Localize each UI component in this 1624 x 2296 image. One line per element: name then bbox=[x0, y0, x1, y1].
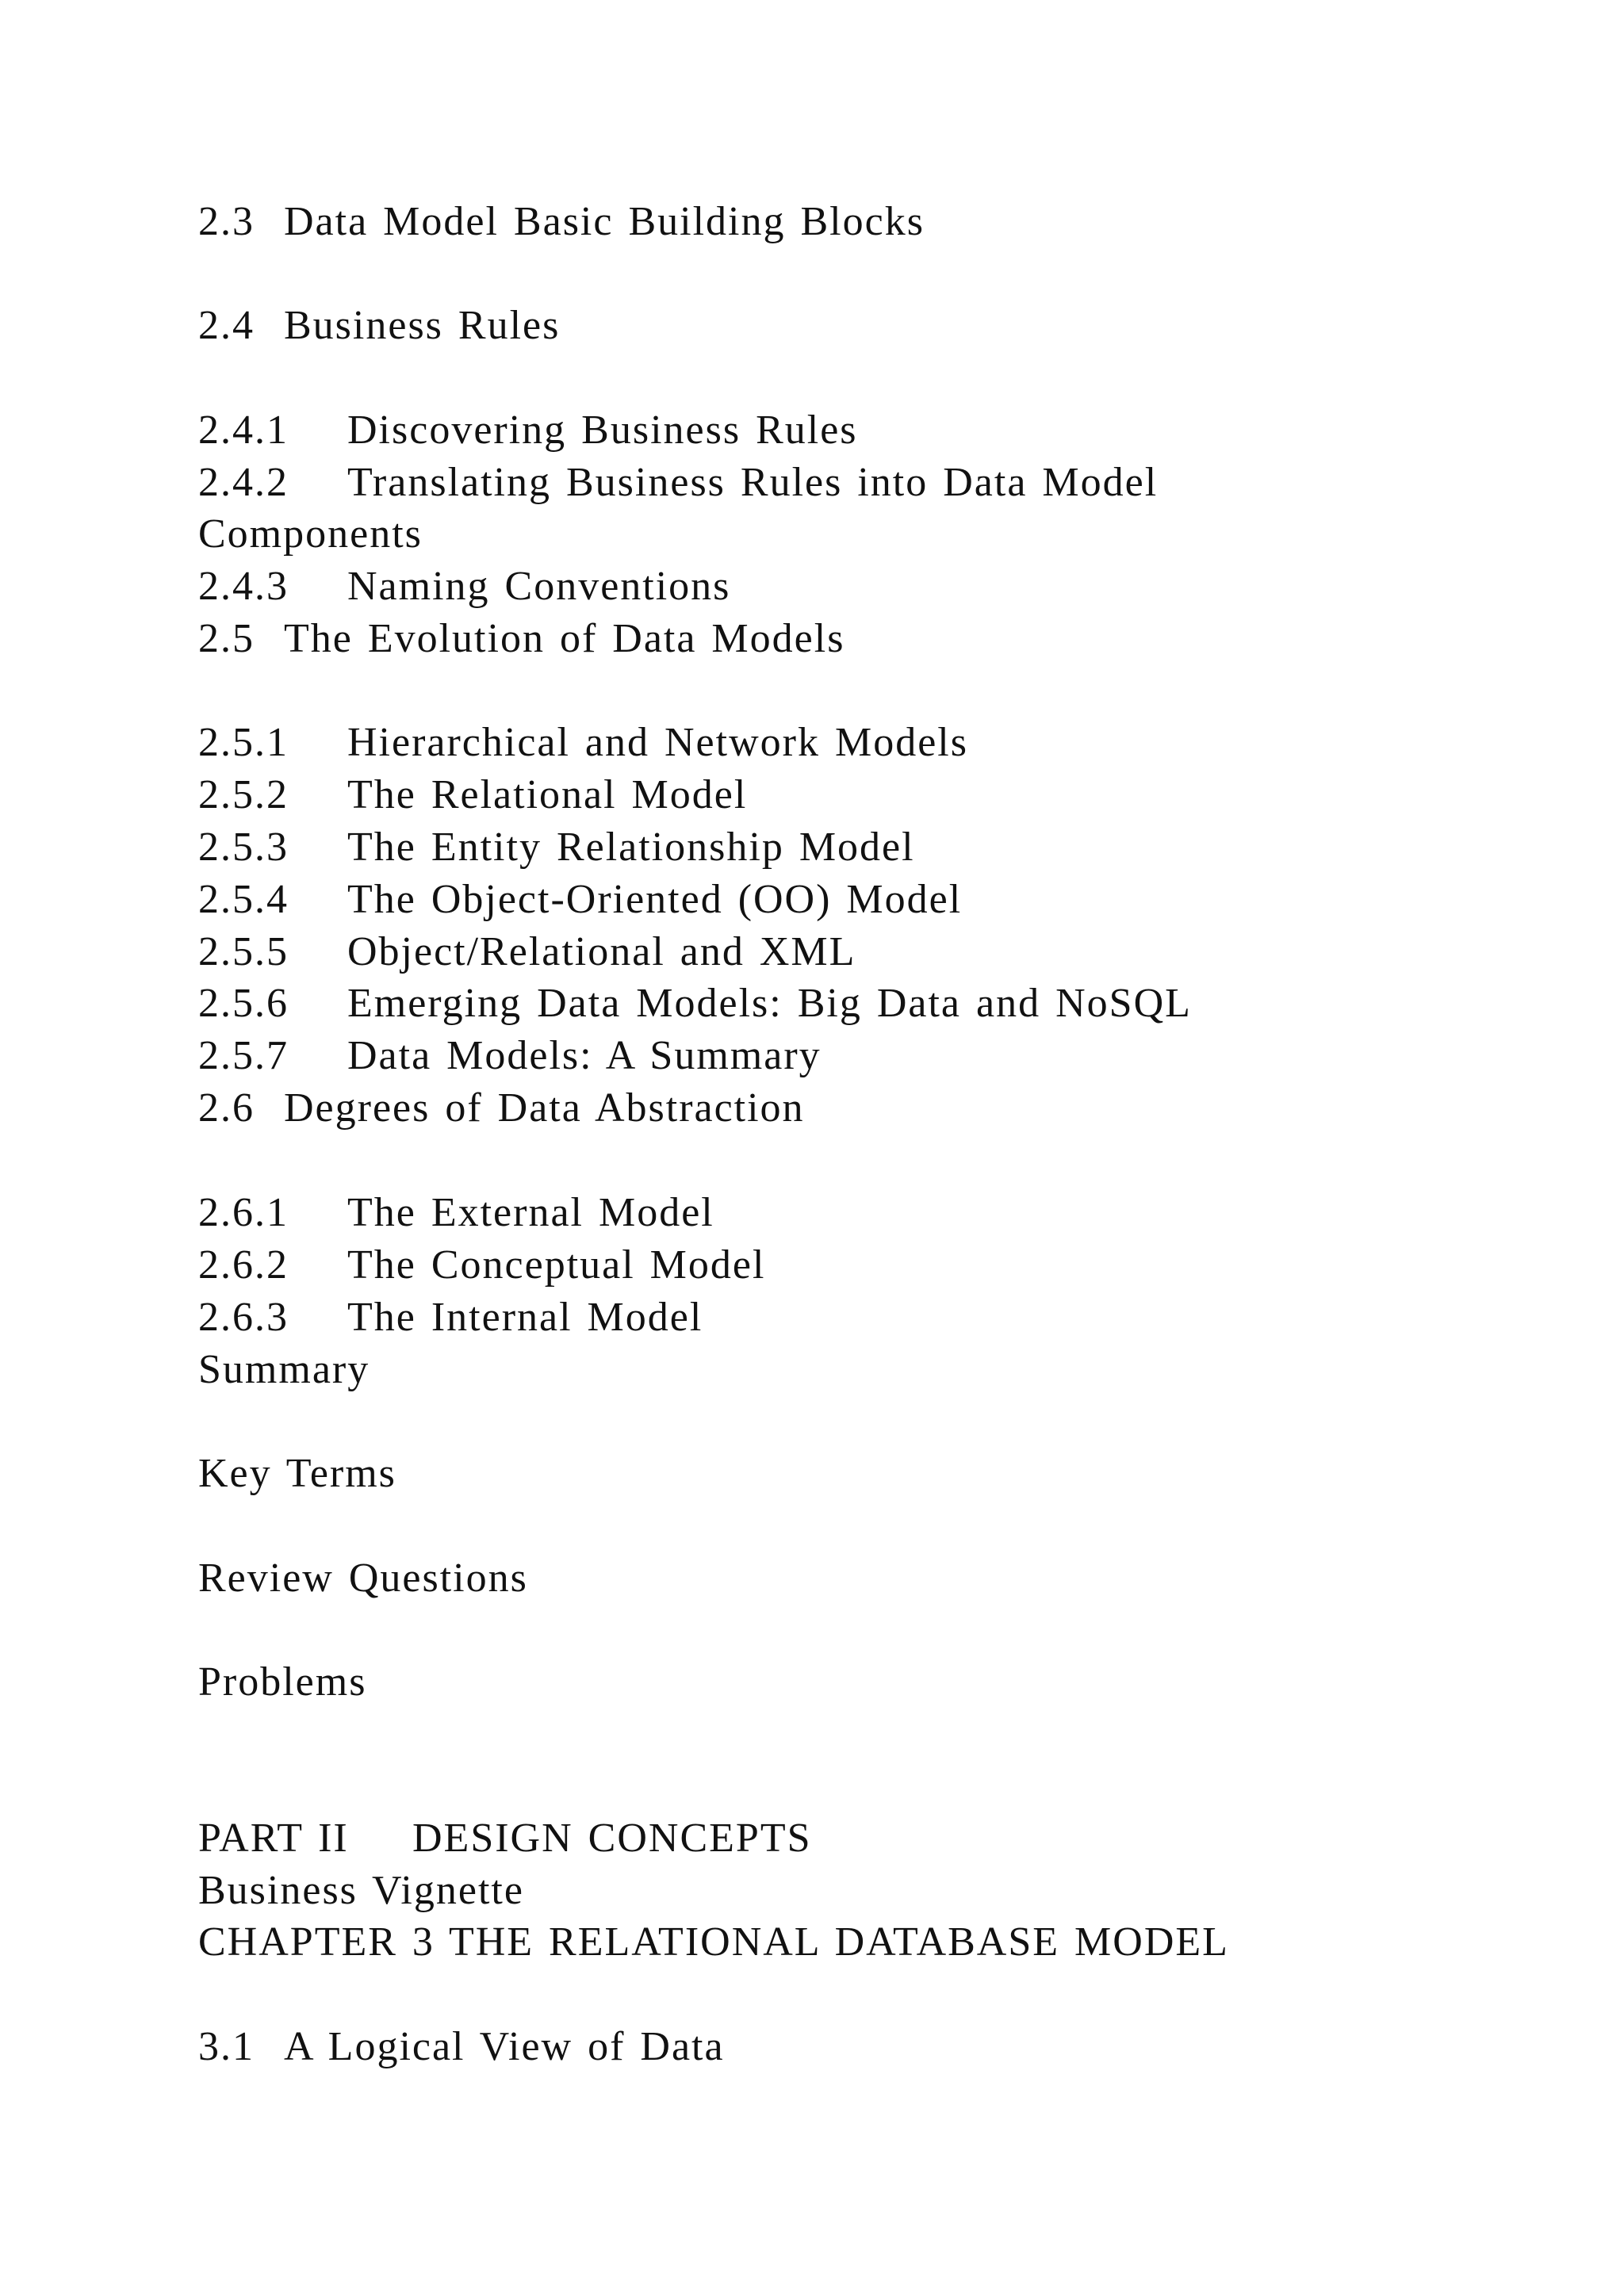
section-number: 2.3 bbox=[198, 199, 255, 244]
section-number: 2.5 bbox=[198, 616, 255, 661]
section-title: Key Terms bbox=[198, 1451, 396, 1496]
section-title: Problems bbox=[198, 1659, 367, 1705]
section-title: The Entity Relationship Model bbox=[347, 825, 915, 870]
section-title: Hierarchical and Network Models bbox=[347, 720, 968, 765]
section-number: 2.4.3 bbox=[198, 564, 289, 609]
section-title: Business Vignette bbox=[198, 1868, 524, 1913]
toc-entry-2-6 bbox=[198, 1085, 805, 1131]
toc-entry-review-questions bbox=[198, 1558, 528, 1599]
toc-entry-2-6-2 bbox=[198, 1242, 766, 1288]
section-title: Degrees of Data Abstraction bbox=[284, 1085, 805, 1131]
section-title: The External Model bbox=[347, 1190, 714, 1235]
section-number: 2.5.7 bbox=[198, 1033, 289, 1078]
section-title: Object/Relational and XML bbox=[347, 929, 856, 974]
section-title: The Object-Oriented (OO) Model bbox=[347, 877, 963, 922]
section-title-continued: Components bbox=[198, 511, 423, 557]
toc-entry-2-4-2-continued bbox=[198, 511, 423, 557]
toc-entry-2-5-1 bbox=[198, 722, 968, 763]
toc-entry-summary bbox=[198, 1349, 370, 1391]
section-title: The Internal Model bbox=[347, 1295, 703, 1340]
part-title: DESIGN CONCEPTS bbox=[412, 1816, 812, 1861]
section-number: 2.6.2 bbox=[198, 1242, 289, 1288]
toc-entry-2-4-2 bbox=[198, 462, 1158, 503]
toc-entry-2-6-3 bbox=[198, 1297, 703, 1338]
section-title: A Logical View of Data bbox=[284, 2024, 725, 2069]
chapter-title: CHAPTER 3 THE RELATIONAL DATABASE MODEL bbox=[198, 1919, 1229, 1965]
section-title: Summary bbox=[198, 1347, 370, 1392]
section-number: 2.5.4 bbox=[198, 877, 289, 922]
section-number: 2.5.2 bbox=[198, 772, 289, 817]
section-title: Emerging Data Models: Big Data and NoSQL bbox=[347, 981, 1192, 1026]
toc-entry-2-5-3 bbox=[198, 827, 915, 868]
toc-entry-2-6-1 bbox=[198, 1192, 714, 1234]
section-title: Naming Conventions bbox=[347, 564, 731, 609]
section-number: 2.5.5 bbox=[198, 929, 289, 974]
section-title: Discovering Business Rules bbox=[347, 408, 858, 453]
section-title: Business Rules bbox=[284, 303, 561, 348]
section-number: 2.5.3 bbox=[198, 825, 289, 870]
toc-entry-chapter-3 bbox=[198, 1919, 1229, 1965]
toc-entry-2-5-6 bbox=[198, 983, 1192, 1024]
section-number: 2.6 bbox=[198, 1085, 255, 1131]
toc-entry-part-2 bbox=[198, 1818, 812, 1859]
section-title: Translating Business Rules into Data Model bbox=[347, 460, 1159, 505]
toc-entry-2-5 bbox=[198, 618, 845, 660]
toc-entry-2-5-4 bbox=[198, 879, 962, 920]
section-title: The Conceptual Model bbox=[347, 1242, 766, 1288]
toc-entry-2-4-1 bbox=[198, 410, 858, 451]
section-title: The Evolution of Data Models bbox=[284, 616, 845, 661]
section-number: 2.4.2 bbox=[198, 460, 289, 505]
section-title: Review Questions bbox=[198, 1556, 528, 1601]
toc-entry-problems bbox=[198, 1659, 367, 1705]
section-number: 2.6.1 bbox=[198, 1190, 289, 1235]
toc-entry-2-4-3 bbox=[198, 566, 730, 607]
section-number: 2.5.6 bbox=[198, 981, 289, 1026]
toc-entry-3-1 bbox=[198, 2026, 725, 2068]
toc-entry-2-5-7 bbox=[198, 1035, 822, 1077]
section-number: 3.1 bbox=[198, 2024, 255, 2069]
section-title: Data Models: A Summary bbox=[347, 1033, 822, 1078]
section-title: Data Model Basic Building Blocks bbox=[284, 199, 925, 244]
section-number: 2.4.1 bbox=[198, 408, 289, 453]
section-title: The Relational Model bbox=[347, 772, 748, 817]
toc-entry-2-3 bbox=[198, 201, 925, 243]
toc-entry-2-5-5 bbox=[198, 929, 856, 974]
toc-entry-2-5-2 bbox=[198, 772, 748, 817]
section-number: 2.4 bbox=[198, 303, 255, 348]
toc-entry-key-terms bbox=[198, 1453, 396, 1494]
toc-entry-business-vignette bbox=[198, 1870, 524, 1911]
section-number: 2.5.1 bbox=[198, 720, 289, 765]
toc-entry-2-4 bbox=[198, 305, 560, 346]
section-number: 2.6.3 bbox=[198, 1295, 289, 1340]
part-number: PART II bbox=[198, 1816, 349, 1861]
